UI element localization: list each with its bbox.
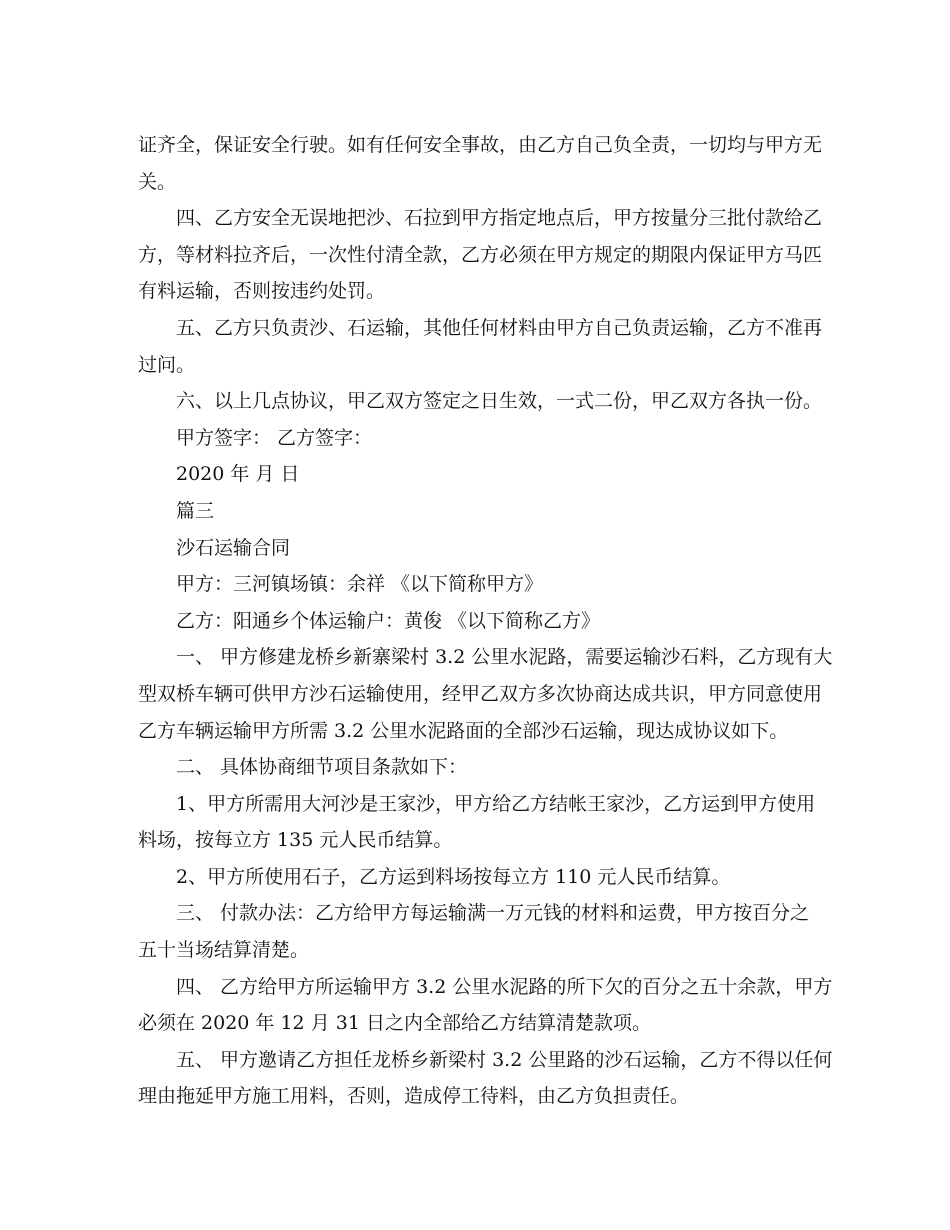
section-heading (138, 493, 816, 530)
text-line: 过问。 (138, 353, 196, 376)
text-line: 有料运输，否则按违约处罚。 (138, 280, 386, 303)
text-line: 型双桥车辆可供甲方沙石运输使用，经甲乙双方多次协商达成共识，甲方同意使用 (138, 682, 823, 705)
paragraph-clause-1 (138, 639, 833, 749)
date-line (138, 456, 816, 493)
text-line: 五、乙方只负责沙、石运输，其他任何材料由甲方自己负责运输，乙方不准再 (176, 316, 823, 339)
paragraph-continuation (138, 127, 823, 200)
paragraph-clause-4 (138, 969, 833, 1042)
text-line: 1、甲方所需用大河沙是王家沙，甲方给乙方结帐王家沙，乙方运到甲方使用 (176, 792, 816, 815)
text-line: 篇三 (176, 499, 215, 522)
paragraph-clause-2-1 (138, 786, 816, 859)
text-line: 五、 甲方邀请乙方担任龙桥乡新梁村 3.2 公里路的沙石运输，乙方不得以任何 (176, 1048, 833, 1071)
contract-title (138, 530, 816, 567)
signature-line (138, 420, 816, 457)
text-line: 甲方：三河镇场镇：余祥 《以下简称甲方》 (176, 573, 544, 596)
paragraph-clause-2-2 (138, 859, 816, 896)
text-line: 乙方车辆运输甲方所需 3.2 公里水泥路面的全部沙石运输，现达成协议如下。 (138, 719, 789, 742)
text-line: 必须在 2020 年 12 月 31 日之内全部给乙方结算清楚款项。 (138, 1012, 651, 1035)
text-line: 六、以上几点协议，甲乙双方签定之日生效，一式二份，甲乙双方各执一份。 (176, 390, 823, 413)
text-line: 料场，按每立方 135 元人民币结算。 (138, 829, 453, 852)
paragraph-item-5 (138, 310, 823, 383)
text-line: 甲方签字： 乙方签字： (176, 426, 373, 449)
text-line: 方，等材料拉齐后，一次性付清全款，乙方必须在甲方规定的期限内保证甲方马匹 (138, 243, 823, 266)
text-line: 一、 甲方修建龙桥乡新寨梁村 3.2 公里水泥路，需要运输沙石料，乙方现有大 (176, 646, 833, 669)
paragraph-item-4 (138, 200, 823, 310)
text-line: 2、甲方所使用石子，乙方运到料场按每立方 110 元人民币结算。 (176, 865, 731, 888)
paragraph-item-6 (138, 383, 823, 420)
text-line: 四、 乙方给甲方所运输甲方 3.2 公里水泥路的所下欠的百分之五十余款，甲方 (176, 975, 833, 998)
text-line: 关。 (138, 170, 177, 193)
party-b-line (138, 603, 816, 640)
text-line: 五十当场结算清楚。 (138, 939, 310, 962)
paragraph-clause-2 (138, 749, 816, 786)
text-line: 理由拖延甲方施工用料，否则，造成停工待料，由乙方负担责任。 (138, 1085, 690, 1108)
text-line: 二、 具体协商细节项目条款如下： (176, 756, 468, 779)
paragraph-clause-3 (138, 895, 816, 968)
text-line: 三、 付款办法：乙方给甲方每运输满一万元钱的材料和运费，甲方按百分之 (176, 902, 810, 925)
text-line: 证齐全，保证安全行驶。如有任何安全事故，由乙方自己负全责，一切均与甲方无 (138, 134, 823, 156)
text-line: 乙方：阳通乡个体运输户：黄俊 《以下简称乙方》 (176, 609, 601, 632)
text-line: 沙石运输合同 (176, 536, 291, 559)
party-a-line (138, 566, 816, 603)
paragraph-clause-5 (138, 1042, 833, 1115)
text-line: 四、乙方安全无误地把沙、石拉到甲方指定地点后，甲方按量分三批付款给乙 (176, 207, 823, 230)
text-line: 2020 年 月 日 (176, 463, 300, 486)
